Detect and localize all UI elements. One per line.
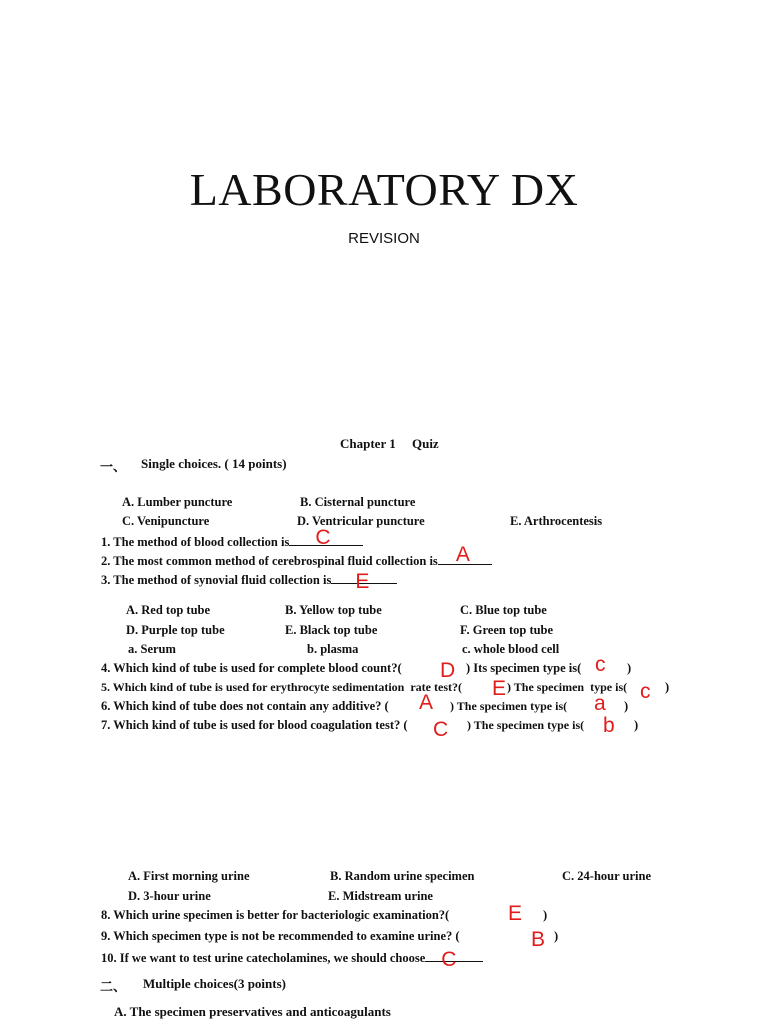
option-ventricular-puncture: D. Ventricular puncture — [297, 514, 425, 528]
question-4-text: 4. Which kind of tube is used for complete blood count?( — [101, 661, 402, 675]
question-3 — [101, 570, 397, 593]
question-8-answer: E — [508, 902, 523, 925]
page-subtitle: REVISION — [348, 230, 420, 247]
section2-marker: 二、 — [100, 979, 127, 994]
page-title: LABORATORY DX — [189, 164, 579, 215]
option-cisternal-puncture: B. Cisternal puncture — [300, 495, 416, 509]
question-6-mid: ) The specimen type is( — [450, 699, 568, 713]
option-blue-top-tube: C. Blue top tube — [460, 603, 547, 617]
option-black-top-tube: E. Black top tube — [285, 623, 378, 637]
option-green-top-tube: F. Green top tube — [460, 623, 554, 637]
question-7-end: ) — [634, 718, 639, 732]
question-2 — [101, 543, 492, 569]
option-yellow-top-tube: B. Yellow top tube — [285, 603, 382, 617]
question-5-text: 5. Which kind of tube is used for erythrocyte sedimentation rate test?( — [101, 680, 462, 694]
option-purple-top-tube: D. Purple top tube — [126, 623, 225, 637]
chapter-heading: Chapter 1 Quiz — [340, 436, 439, 451]
question-5-mid: ) The specimen type is( — [507, 680, 628, 694]
question-5-answer-2: c — [640, 680, 651, 703]
option-random-urine-specimen: B. Random urine specimen — [330, 869, 475, 883]
option-whole-blood-cell: c. whole blood cell — [462, 642, 560, 656]
section2-subheading: A. The specimen preservatives and anticoagulants — [114, 1004, 391, 1019]
question-10 — [101, 948, 483, 971]
question-7-answer: C — [433, 718, 449, 741]
section1-heading: Single choices. ( 14 points) — [141, 456, 287, 471]
question-4-answer: D — [440, 659, 456, 682]
question-8-end: ) — [543, 908, 548, 922]
question-10-answer: C — [441, 948, 457, 971]
question-10-blank — [425, 948, 483, 971]
question-9-end: ) — [554, 929, 559, 943]
question-1-blank — [289, 526, 363, 549]
question-2-answer: A — [455, 543, 470, 566]
question-4-answer-2: c — [595, 653, 606, 676]
question-1-answer: C — [315, 526, 331, 549]
question-9-text: 9. Which specimen type is not be recommended to examine urine? ( — [101, 929, 460, 943]
section2-heading: Multiple choices(3 points) — [143, 976, 286, 991]
option-plasma: b. plasma — [307, 642, 359, 656]
question-9-answer: B — [531, 928, 546, 951]
option-arthrocentesis: E. Arthrocentesis — [510, 514, 603, 528]
question-1 — [101, 526, 363, 550]
question-6-answer: A — [419, 691, 434, 714]
question-3-blank — [331, 570, 397, 593]
question-2-text: 2. The most common method of cerebrospinal fluid collection is — [101, 554, 438, 568]
question-6-answer-2: a — [594, 692, 606, 715]
question-8-text: 8. Which urine specimen is better for bacteriologic examination?( — [101, 908, 450, 922]
option-3-hour-urine: D. 3-hour urine — [128, 889, 211, 903]
question-6-text: 6. Which kind of tube does not contain any additive? ( — [101, 699, 389, 713]
question-2-blank — [438, 543, 492, 566]
option-red-top-tube: A. Red top tube — [126, 603, 211, 617]
question-5-answer: E — [492, 677, 507, 700]
option-serum: a. Serum — [128, 642, 176, 656]
question-3-answer: E — [355, 570, 370, 593]
option-midstream-urine: E. Midstream urine — [328, 889, 433, 903]
question-4-mid: ) Its specimen type is( — [466, 661, 582, 675]
question-1-text: 1. The method of blood collection is — [101, 535, 290, 549]
question-7-answer-2: b — [603, 714, 615, 737]
option-24-hour-urine: C. 24-hour urine — [562, 869, 652, 883]
question-7-text: 7. Which kind of tube is used for blood coagulation test? ( — [101, 718, 408, 732]
option-venipuncture: C. Venipuncture — [122, 514, 210, 528]
question-6-end: ) — [624, 699, 629, 713]
question-7-mid: ) The specimen type is( — [467, 718, 585, 732]
section1-marker: 一、 — [100, 459, 127, 474]
question-5-end: ) — [665, 680, 670, 694]
question-10-text: 10. If we want to test urine catecholamines, we should choose — [101, 951, 426, 965]
option-first-morning-urine: A. First morning urine — [128, 869, 250, 883]
option-lumber-puncture: A. Lumber puncture — [122, 495, 233, 509]
question-4-end: ) — [627, 661, 632, 675]
question-3-text: 3. The method of synovial fluid collection is — [101, 573, 332, 587]
